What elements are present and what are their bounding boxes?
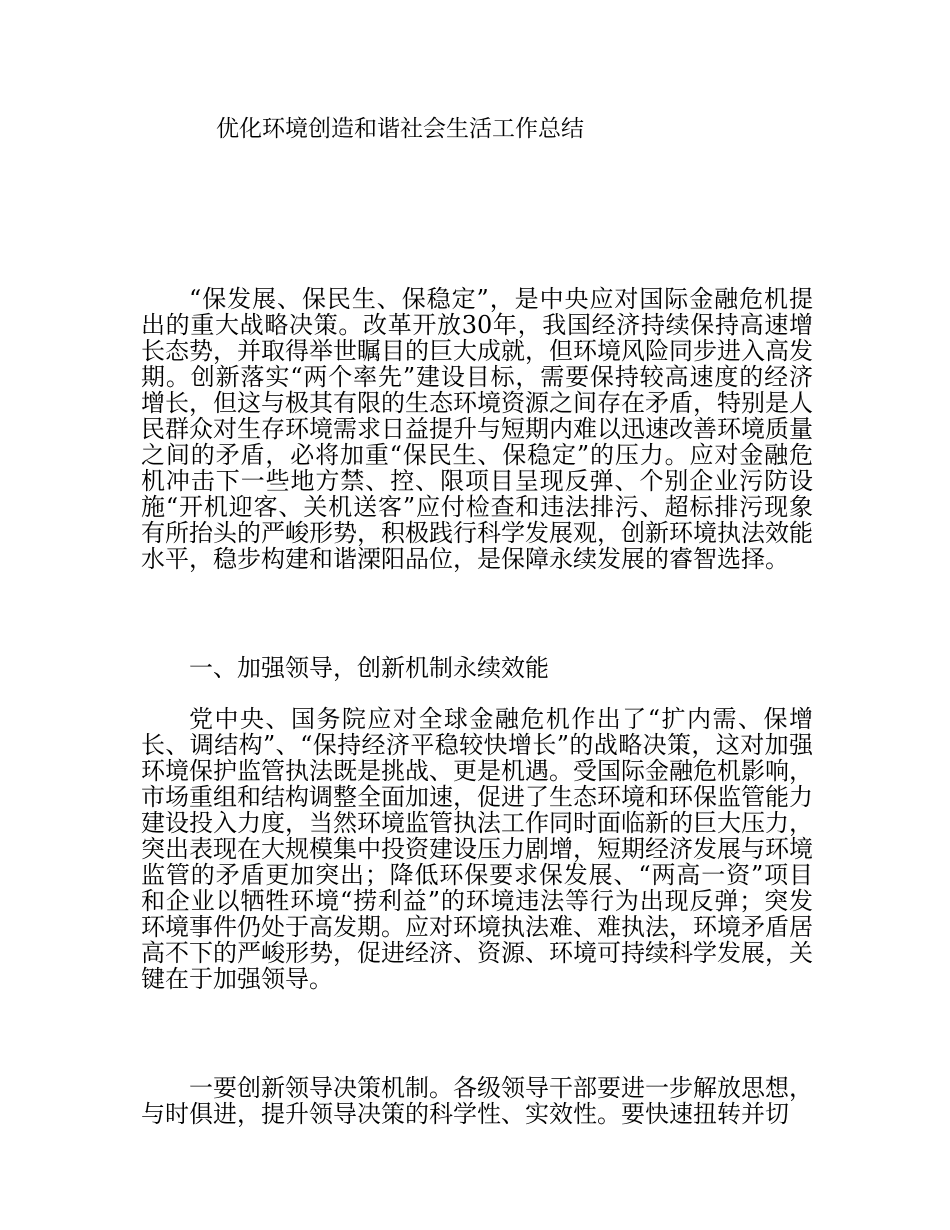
body-paragraph-2: 党中央、国务院应对全球金融危机作出了“扩内需、保增长、调结构”、“保持经济平稳较快增长”的战略决策，这对加强环境保护监管执法既是挑战、更是机遇。受国际金融危机影响，市场重组和结构调整全面加速，促进了生态环境和环保监管能力建设投入力度，当然环境监管执法工作同时面临新的巨大压力，突出表现在大规模集中投资建设压力剧增，短期经济发展与环境监管的矛盾更加突出；降低环保要求保发展、“两高一资”项目和企业以牺牲环境“捞利益”的环境违法等行为出现反弹；突发环境事件仍处于高发期。应对环境执法难、难执法，环境矛盾居高不下的严峻形势，促进经济、资源、环境可持续科学发展，关键在于加强领导。 xyxy=(141,705,813,993)
document-title: 优化环境创造和谐社会生活工作总结 xyxy=(216,116,584,142)
body-paragraph-3: 一要创新领导决策机制。各级领导干部要进一步解放思想，与时俱进，提升领导决策的科学性、实效性。要快速扭转并切 xyxy=(141,1074,813,1128)
section-heading-1: 一、加强领导，创新机制永续效能 xyxy=(189,654,549,682)
body-paragraph-1: “保发展、保民生、保稳定”，是中央应对国际金融危机提出的重大战略决策。改革开放30年，我国经济持续保持高速增长态势，并取得举世瞩目的巨大成就，但环境风险同步进入高发期。创新落实“两个率先”建设目标，需要保持较高速度的经济增长，但这与极其有限的生态环境资源之间存在矛盾，特别是人民群众对生存环境需求日益提升与短期内难以迅速改善环境质量之间的矛盾，必将加重“保民生、保稳定”的压力。应对金融危机冲击下一些地方禁、控、限项目呈现反弹、个别企业污防设施“开机迎客、关机送客”应付检查和违法排污、超标排污现象有所抬头的严峻形势，积极践行科学发展观，创新环境执法效能水平，稳步构建和谐溧阳品位，是保障永续发展的睿智选择。 xyxy=(141,285,813,573)
